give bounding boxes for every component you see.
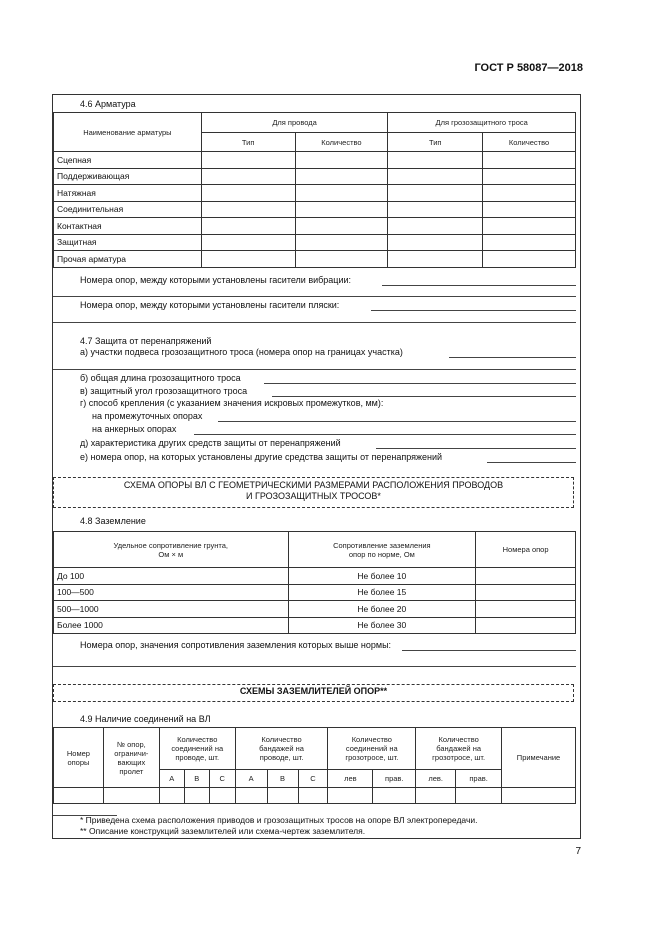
footnote-2: ** Описание конструкций заземлителей или схема-чертеж заземлителя.: [80, 826, 366, 836]
table-row-norm: Не более 15: [288, 584, 476, 601]
fill-line: [53, 666, 576, 667]
section-4-6-title: 4.6 Арматура: [80, 99, 136, 109]
col-support-number: Номер опоры: [54, 728, 104, 788]
col-type-ground: Тип: [388, 133, 483, 152]
phase-b: В: [184, 770, 209, 788]
side-right: прав.: [456, 770, 502, 788]
col-ground-header: Для грозозащитного троса: [388, 113, 576, 133]
support-scheme-box: [53, 477, 574, 508]
fill-line: [376, 448, 576, 449]
table-row-range: До 100: [54, 568, 289, 585]
col-note: Примечание: [502, 728, 576, 788]
fill-line: [53, 296, 576, 297]
phase-c: С: [298, 770, 328, 788]
phase-b: В: [267, 770, 298, 788]
support-scheme-line2: И ГРОЗОЗАЩИТНЫХ ТРОСОВ*: [246, 491, 381, 501]
fill-line: [264, 383, 576, 384]
table-row-label: Прочая арматура: [54, 251, 202, 268]
side-left: лев: [328, 770, 373, 788]
table-row-range: Более 1000: [54, 617, 289, 634]
side-right: прав.: [373, 770, 416, 788]
item-a: а) участки подвеса грозозащитного троса (номера опор на границах участка): [80, 347, 403, 357]
table-row-range: 500—1000: [54, 601, 289, 618]
fill-line: [53, 322, 576, 323]
page-header: ГОСТ Р 58087—2018: [474, 62, 583, 74]
col-qty-ground: Количество: [483, 133, 576, 152]
col-name-header: Наименование арматуры: [54, 113, 202, 152]
col-ground-connections: Количество соединений на грозотросе, шт.: [328, 728, 416, 770]
item-g-intermediate: на промежуточных опорах: [92, 411, 203, 421]
page-number: 7: [575, 846, 581, 857]
fill-line: [218, 421, 576, 422]
fittings-table: [53, 112, 576, 268]
footnote-1: * Приведена схема расположения приводов и грозозащитных тросов на опоре ВЛ электропередачи.: [80, 815, 478, 825]
support-scheme-line1: СХЕМА ОПОРЫ ВЛ С ГЕОМЕТРИЧЕСКИМИ РАЗМЕРАМИ РАСПОЛОЖЕНИЯ ПРОВОДОВ: [123, 480, 504, 490]
fill-line: [53, 369, 576, 370]
item-g: г) способ крепления (с указанием значения искровых промежутков, мм):: [80, 398, 384, 408]
vibration-dampers-label: Номера опор, между которыми установлены гасители вибрации:: [80, 275, 352, 285]
table-row-label: Поддерживающая: [54, 168, 202, 185]
item-g-anchor: на анкерных опорах: [92, 424, 177, 434]
col-qty-wire: Количество: [295, 133, 388, 152]
fill-line: [487, 462, 576, 463]
col-ground-bandages: Количество бандажей на грозотросе, шт.: [416, 728, 502, 770]
col-type-wire: Тип: [201, 133, 295, 152]
dance-dampers-label: Номера опор, между которыми установлены гасители пляски:: [80, 300, 340, 310]
phase-a: А: [235, 770, 267, 788]
table-row-label: Соединительная: [54, 201, 202, 218]
support-numbers-header: Номера опор: [476, 532, 576, 568]
col-wire-header: Для провода: [201, 113, 388, 133]
fill-line: [382, 285, 576, 286]
fill-line: [371, 310, 576, 311]
table-row-norm: Не более 20: [288, 601, 476, 618]
col-span-supports: № опор, ограничи- вающих пролет: [103, 728, 159, 788]
item-e: е) номера опор, на которых установлены другие средства защиты от перенапряжений: [80, 452, 443, 462]
grounding-scheme-box: [53, 684, 574, 702]
phase-c: С: [209, 770, 235, 788]
soil-resistance-header: Удельное сопротивление грунта, Ом × м: [54, 532, 289, 568]
col-wire-connections: Количество соединений на проводе, шт.: [159, 728, 235, 770]
table-row-label: Контактная: [54, 218, 202, 235]
phase-a: А: [159, 770, 184, 788]
table-row-norm: Не более 30: [288, 617, 476, 634]
table-row-label: Защитная: [54, 234, 202, 251]
table-row-range: 100—500: [54, 584, 289, 601]
col-wire-bandages: Количество бандажей на проводе, шт.: [235, 728, 328, 770]
section-4-7-title: 4.7 Защита от перенапряжений: [80, 336, 212, 346]
item-b: б) общая длина грозозащитного троса: [80, 373, 241, 383]
item-v: в) защитный угол грозозащитного троса: [80, 386, 248, 396]
fill-line: [402, 650, 576, 651]
grounding-table: [53, 531, 576, 634]
above-norm-label: Номера опор, значения сопротивления заземления которых выше нормы:: [80, 640, 392, 650]
table-row-norm: Не более 10: [288, 568, 476, 585]
table-row-label: Сцепная: [54, 152, 202, 169]
fill-line: [449, 357, 576, 358]
fill-line: [194, 434, 576, 435]
side-left: лев.: [416, 770, 456, 788]
norm-resistance-header: Сопротивление заземления опор по норме, Ом: [288, 532, 476, 568]
section-4-9-title: 4.9 Наличие соединений на ВЛ: [80, 714, 211, 724]
item-d: д) характеристика других средств защиты от перенапряжений: [80, 438, 341, 448]
table-row-label: Натяжная: [54, 185, 202, 202]
fill-line: [272, 396, 576, 397]
grounding-scheme-title: СХЕМЫ ЗАЗЕМЛИТЕЛЕЙ ОПОР**: [239, 686, 388, 696]
section-4-8-title: 4.8 Заземление: [80, 516, 146, 526]
connections-table: [53, 727, 576, 804]
